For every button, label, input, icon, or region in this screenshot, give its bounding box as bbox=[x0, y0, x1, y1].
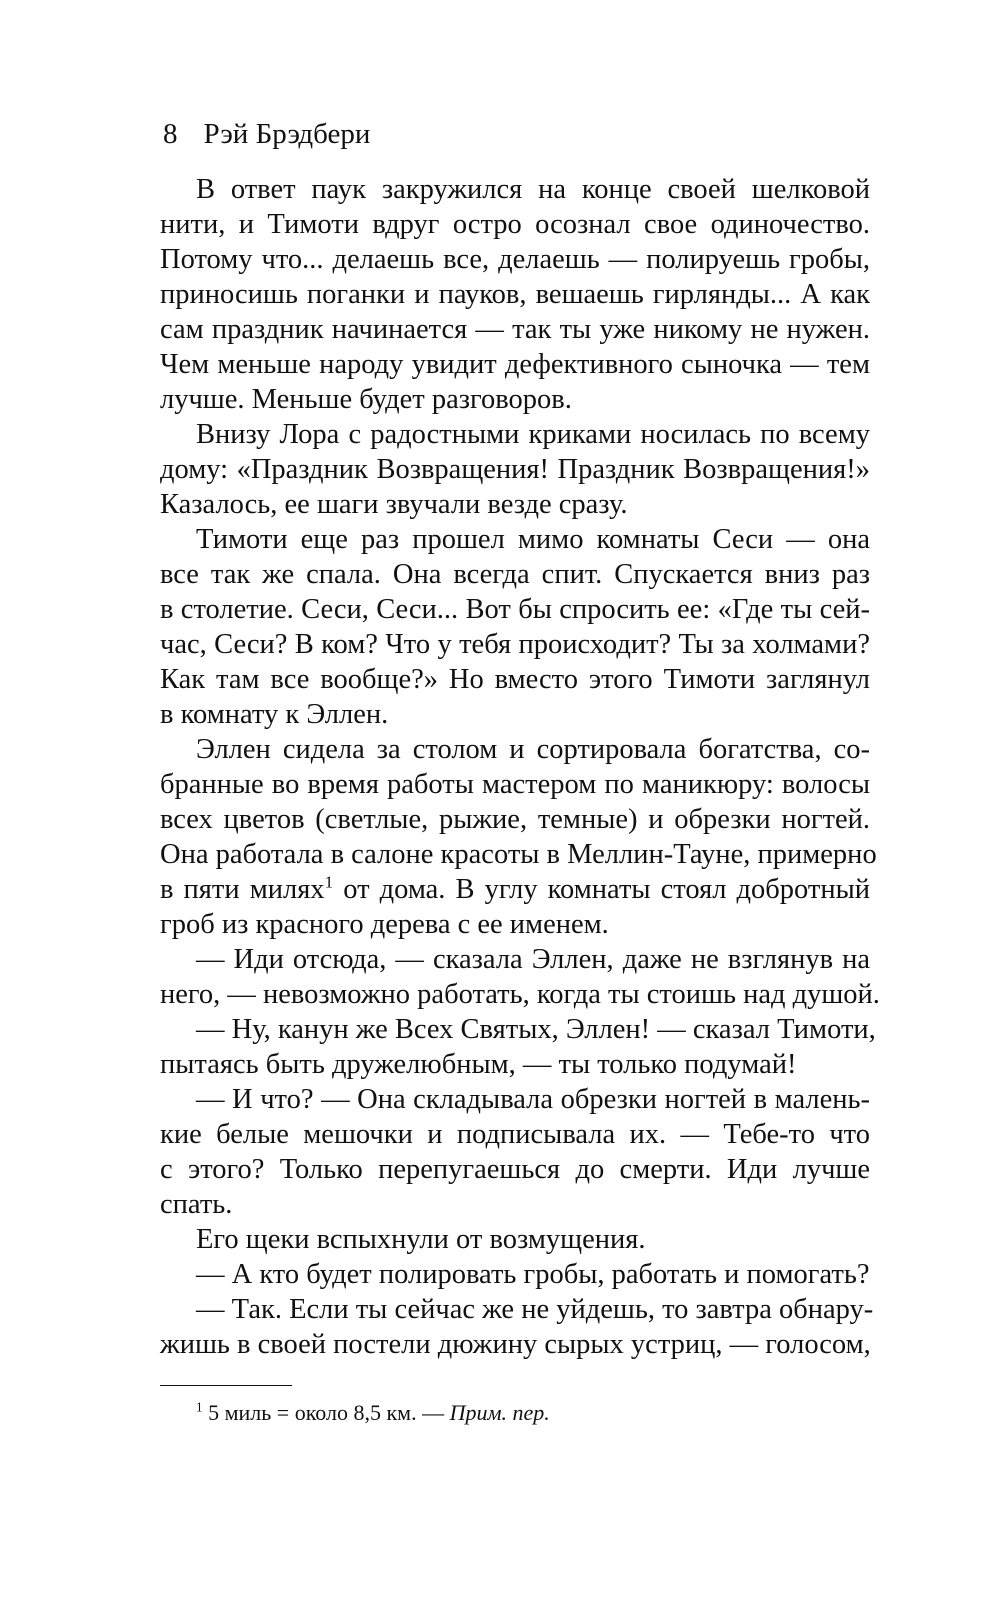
text-line: Как там все вообще?» Но вместо этого Тимоти заглянул bbox=[160, 664, 870, 695]
text-line: приносишь поганки и пауков, вешаешь гирлянды... А как bbox=[160, 279, 870, 310]
text-line: Эллен сидела за столом и сортировала богатства, со- bbox=[196, 734, 870, 765]
text-line: В ответ паук закружился на конце своей шелковой bbox=[196, 174, 870, 205]
text-line: Чем меньше народу увидит дефективного сыночка — тем bbox=[160, 349, 870, 380]
text-line: — Ну, канун же Всех Святых, Эллен! — сказал Тимоти, bbox=[196, 1014, 876, 1045]
text-line: дому: «Праздник Возвращения! Праздник Возвращения!» bbox=[160, 454, 870, 485]
text-line: — И что? — Она складывала обрезки ногтей в малень- bbox=[196, 1084, 870, 1115]
text-fragment: в пяти милях bbox=[160, 874, 325, 905]
text-line: в столетие. Сеси, Сеси... Вот бы спросить ее: «Где ты сей- bbox=[160, 594, 870, 625]
text-line: жишь в своей постели дюжину сырых устриц, — голосом, bbox=[160, 1329, 871, 1360]
text-fragment: от дома. В углу комнаты стоял добротный bbox=[333, 874, 870, 905]
text-line: Тимоти еще раз прошел мимо комнаты Сеси — она bbox=[196, 524, 870, 555]
text-line: всех цветов (светлые, рыжие, темные) и обрезки ногтей. bbox=[160, 804, 870, 835]
footnote-text: 5 миль = около 8,5 км. — bbox=[208, 1400, 445, 1425]
text-line: — Иди отсюда, — сказала Эллен, даже не взглянув на bbox=[196, 944, 870, 975]
text-line: лучше. Меньше будет разговоров. bbox=[160, 384, 572, 415]
text-line: гроб из красного дерева с ее именем. bbox=[160, 909, 609, 940]
text-line: нити, и Тимоти вдруг остро осознал свое одиночество. bbox=[160, 209, 870, 240]
text-line: Она работала в салоне красоты в Меллин-Тауне, примерно bbox=[160, 839, 877, 870]
page-number: 8 bbox=[163, 118, 178, 150]
text-line: час, Сеси? В ком? Что у тебя происходит? Ты за холмами? bbox=[160, 629, 870, 660]
text-line: Его щеки вспыхнули от возмущения. bbox=[196, 1224, 646, 1255]
author-name: Рэй Брэдбери bbox=[203, 118, 371, 150]
text-line: Казалось, ее шаги звучали везде сразу. bbox=[160, 489, 628, 520]
footnote bbox=[196, 1398, 550, 1428]
text-line: Потому что... делаешь все, делаешь — полируешь гробы, bbox=[160, 244, 870, 275]
text-line: — Так. Если ты сейчас же не уйдешь, то завтра обнару- bbox=[196, 1294, 874, 1325]
footnote-reference[interactable]: 1 bbox=[324, 872, 334, 892]
running-head bbox=[163, 116, 370, 152]
text-line-with-footnote bbox=[160, 872, 870, 907]
text-line: с этого? Только перепугаешься до смерти. Иди лучше bbox=[160, 1154, 870, 1185]
footnote-divider bbox=[160, 1385, 292, 1386]
footnote-marker: 1 bbox=[196, 1399, 203, 1415]
text-line: все так же спала. Она всегда спит. Спускается вниз раз bbox=[160, 559, 870, 590]
text-line: спать. bbox=[160, 1189, 233, 1220]
body-text bbox=[160, 172, 880, 1362]
translator-note: Прим. пер. bbox=[449, 1400, 550, 1425]
text-line: него, — невозможно работать, когда ты стоишь над душой. bbox=[160, 979, 880, 1010]
text-line: — А кто будет полировать гробы, работать и помогать? bbox=[196, 1259, 870, 1290]
text-line: бранные во время работы мастером по маникюру: волосы bbox=[160, 769, 870, 800]
text-line: в комнату к Эллен. bbox=[160, 699, 389, 730]
text-line: кие белые мешочки и подписывала их. — Тебе-то что bbox=[160, 1119, 870, 1150]
text-line: пытаясь быть дружелюбным, — ты только подумай! bbox=[160, 1049, 797, 1080]
text-line: Внизу Лора с радостными криками носилась по всему bbox=[196, 419, 870, 450]
text-line: сам праздник начинается — так ты уже никому не нужен. bbox=[160, 314, 870, 345]
